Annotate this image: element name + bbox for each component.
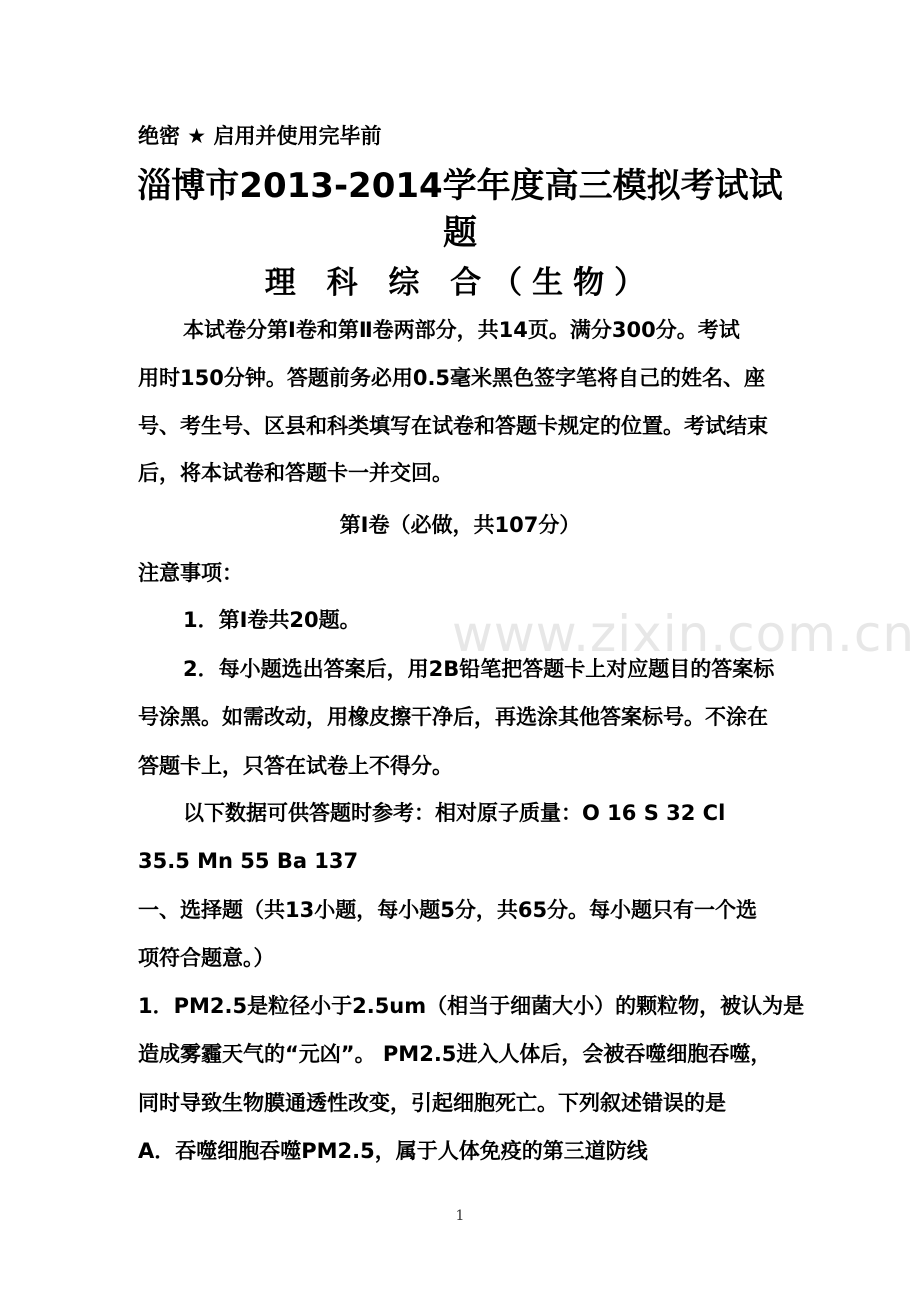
note-line: 号涂黑。如需改动，用橡皮擦干净后，再选涂其他答案标号。不涂在 bbox=[138, 705, 768, 729]
section-title: 第Ⅰ卷（必做，共107分） bbox=[339, 513, 581, 537]
exam-title-line1: 淄博市2013-2014学年度高三模拟考试试 bbox=[137, 166, 783, 206]
exam-title-line2: 题 bbox=[443, 213, 477, 253]
note-line: 1．第Ⅰ卷共20题。 bbox=[183, 608, 361, 632]
part1-heading-line: 一、选择题（共13小题，每小题5分，共65分。每小题只有一个选 bbox=[138, 898, 758, 922]
intro-line: 后，将本试卷和答题卡一并交回。 bbox=[138, 461, 453, 485]
note-line: 答题卡上，只答在试卷上不得分。 bbox=[138, 754, 453, 778]
question-line: 1．PM2.5是粒径小于2.5um（相当于细菌大小）的颗粒物，被认为是 bbox=[138, 994, 805, 1018]
note-line: 35.5 Mn 55 Ba 137 bbox=[138, 849, 359, 873]
watermark: www.zixin.com.cn bbox=[452, 605, 916, 663]
secrecy-label: 绝密 ★ 启用并使用完毕前 bbox=[138, 124, 382, 148]
intro-line: 号、考生号、区县和科类填写在试卷和答题卡规定的位置。考试结束 bbox=[138, 414, 768, 438]
question-line: 同时导致生物膜通透性改变，引起细胞死亡。下列叙述错误的是 bbox=[138, 1091, 726, 1115]
note-line: 以下数据可供答题时参考：相对原子质量：O 16 S 32 Cl bbox=[183, 801, 726, 825]
question-line: 造成雾霾天气的“元凶”。 PM2.5进入人体后，会被吞噬细胞吞噬， bbox=[138, 1042, 772, 1066]
notes-heading: 注意事项： bbox=[138, 561, 243, 585]
option-a: A．吞噬细胞吞噬PM2.5，属于人体免疫的第三道防线 bbox=[138, 1139, 648, 1163]
note-line: 2．每小题选出答案后，用2B铅笔把答题卡上对应题目的答案标 bbox=[183, 657, 775, 681]
exam-subtitle: 理 科 综 合（生物） bbox=[264, 265, 656, 301]
part1-heading-line: 项符合题意。） bbox=[138, 946, 275, 970]
page-number: 1 bbox=[455, 1208, 465, 1224]
intro-line: 本试卷分第Ⅰ卷和第Ⅱ卷两部分，共14页。满分300分。考试 bbox=[183, 318, 740, 342]
intro-line: 用时150分钟。答题前务必用0.5毫米黑色签字笔将自己的姓名、座 bbox=[138, 366, 766, 390]
